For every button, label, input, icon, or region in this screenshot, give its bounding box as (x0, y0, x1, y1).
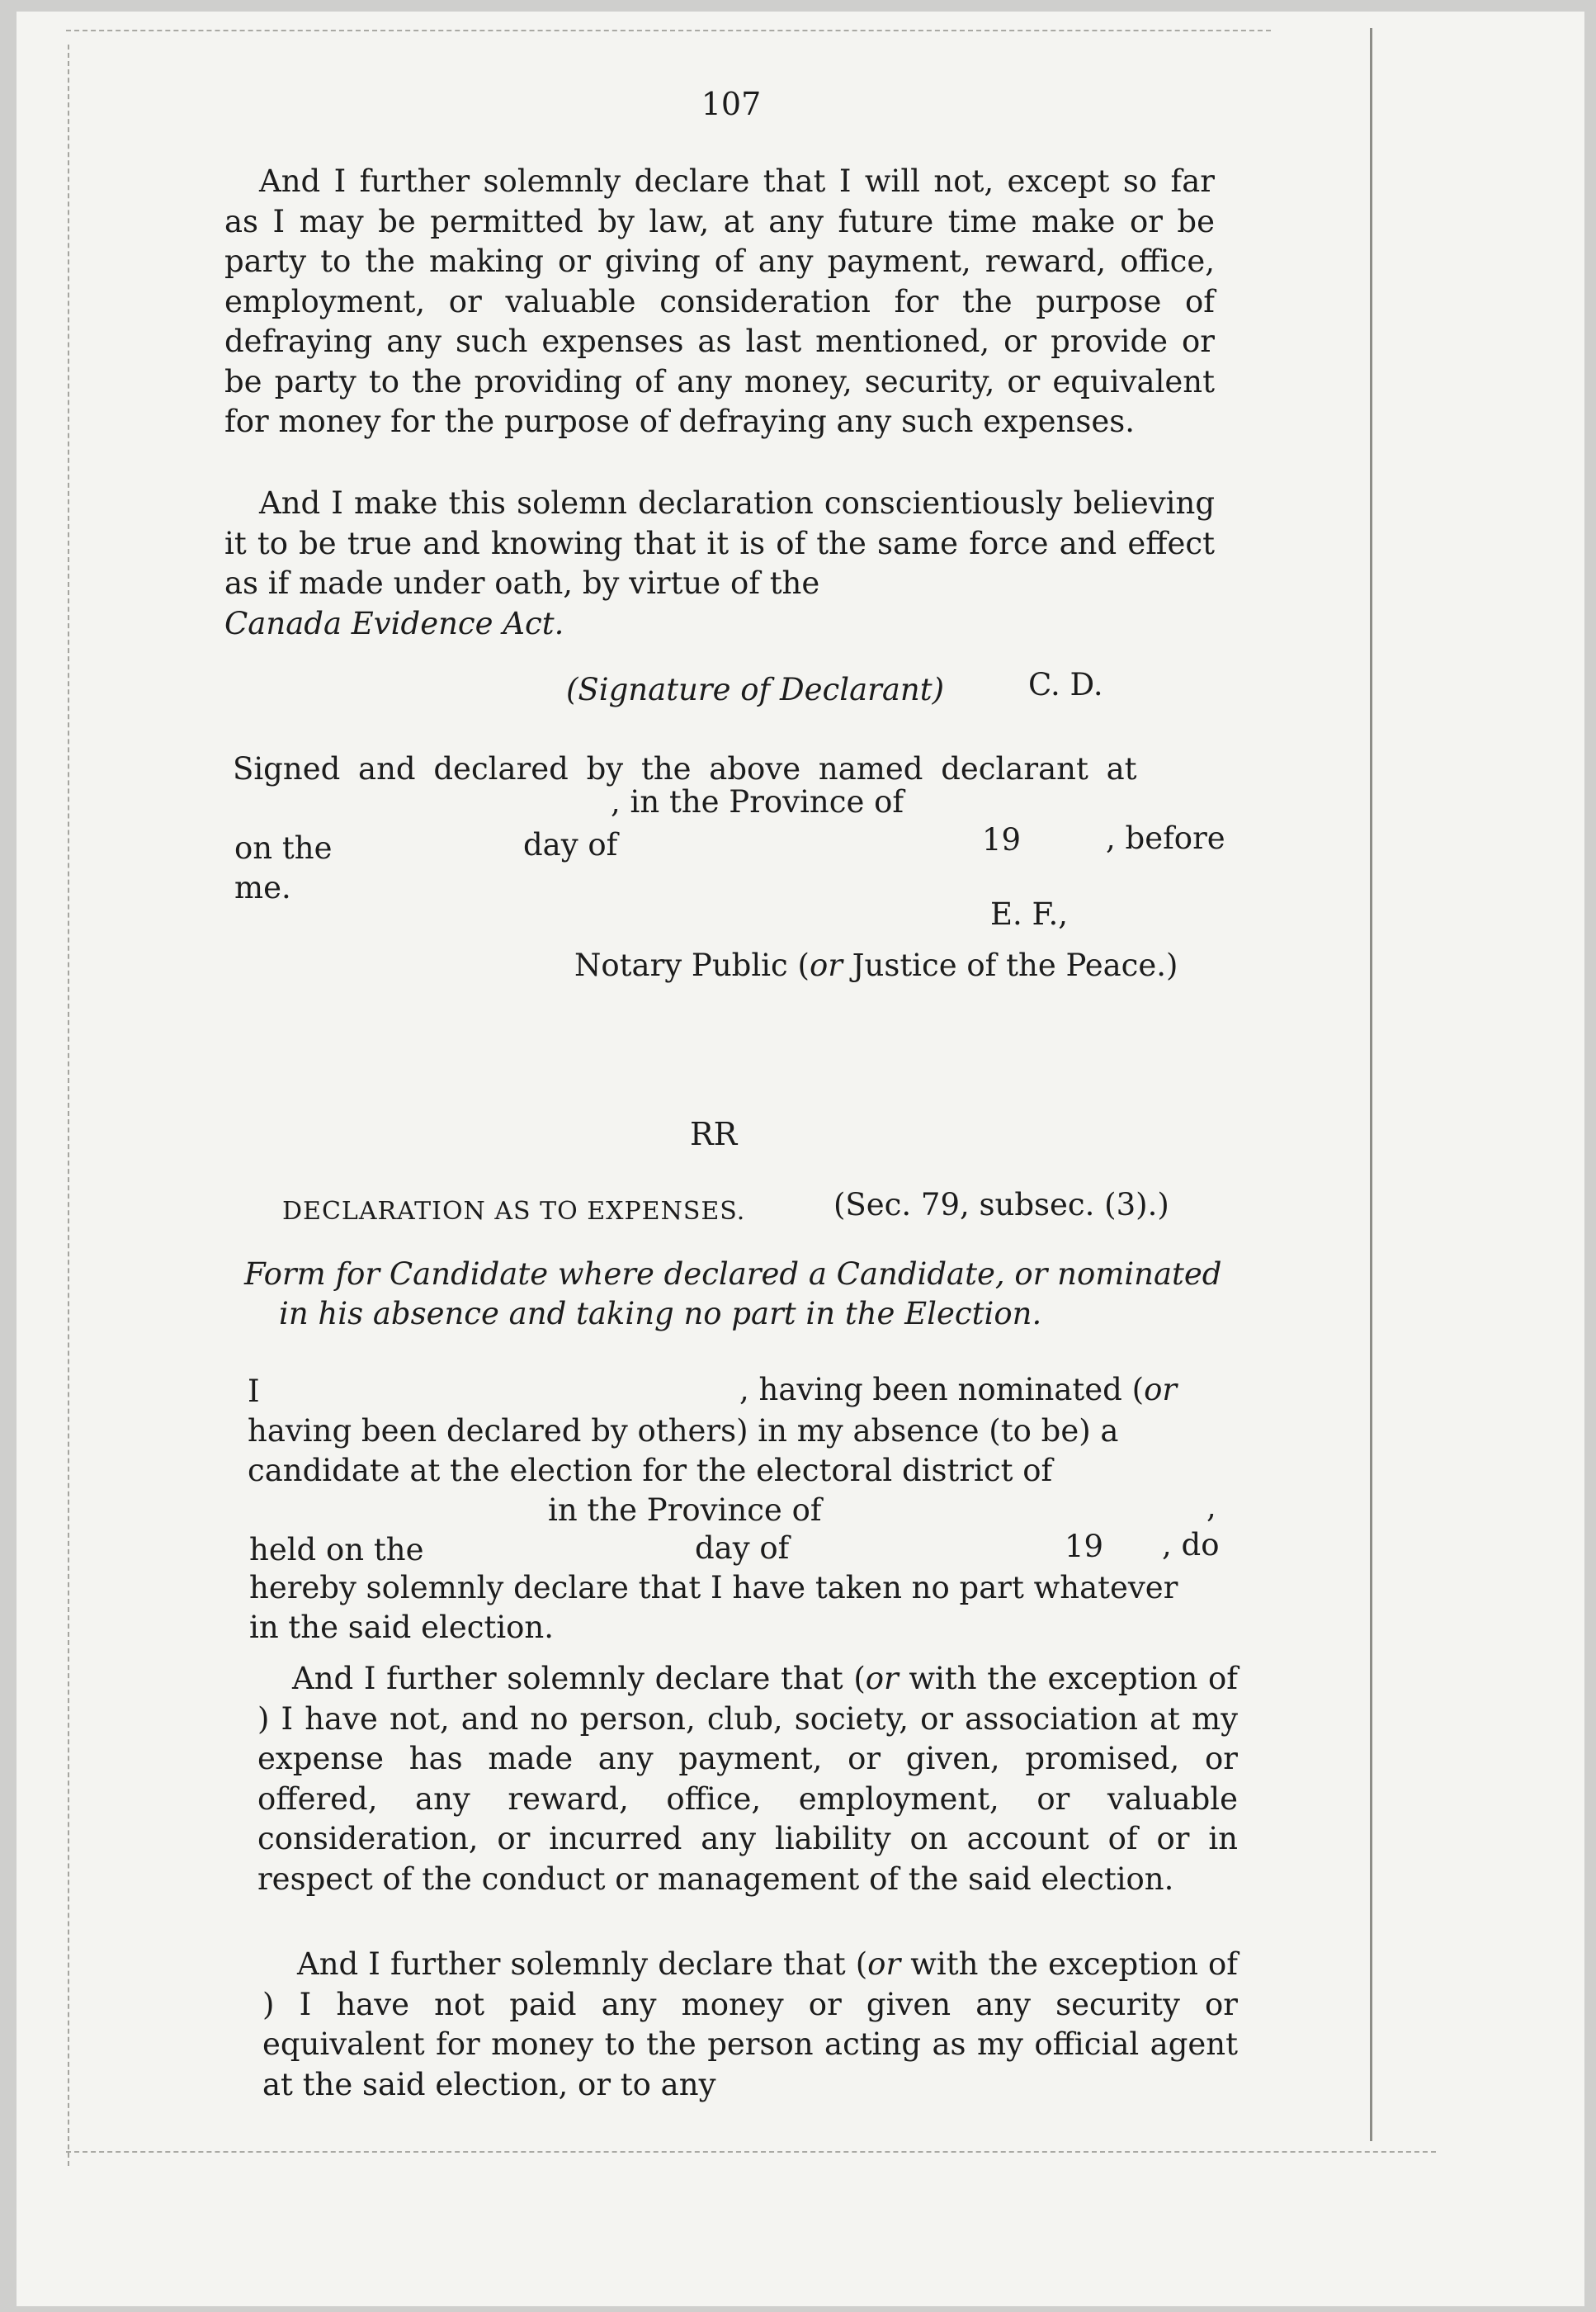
signed-before: , before (1106, 820, 1225, 856)
declaration-line-6: hereby solemnly declare that I have taken no part whatever (249, 1570, 1178, 1605)
page-edge-right (1370, 28, 1372, 2141)
paragraph-solemn-declaration (224, 484, 1215, 644)
declaration-line-7: in the said election. (249, 1610, 555, 1645)
declaration-province: in the Province of (548, 1492, 822, 1528)
declaration-line-2: having been declared by others) in my absence (to be) a (248, 1413, 1119, 1449)
signature-caption: (Signature of Declarant) (566, 672, 945, 707)
paragraph-text: And I further solemnly declare that I will not, except so far as I may be permitted by law, at any future time make or be party to the making or giving of any payment, reward, office, employment, or valuable consideration for the purpose of defraying any such expenses as last mentioned, or provide or be party to the providing of any money, security, or equivalent for money for the purpose of defraying any such expenses. (224, 163, 1215, 439)
declaration-year: 19 (1065, 1529, 1104, 1564)
declaration-nominated: , having been nominated (or (739, 1372, 1178, 1407)
paragraph-text: And I make this solemn declaration conscientiously believing it to be true and knowing that it is of the same force and effect as if made under oath, by virtue of the (224, 485, 1215, 601)
page-number: 107 (701, 86, 762, 122)
paragraph-future-payments (224, 162, 1215, 442)
page-edge-bottom (66, 2151, 1436, 2153)
signed-on-the: on the (234, 830, 333, 866)
declaration-do: , do (1162, 1527, 1220, 1563)
section-code: RR (690, 1116, 738, 1152)
signed-line-1: Signed and declared by the above named declarant at (233, 751, 1137, 787)
signed-year: 19 (982, 822, 1022, 858)
page-edge-left (68, 45, 69, 2166)
declaration-day-of: day of (695, 1530, 790, 1566)
signed-day-of: day of (523, 827, 618, 863)
section-reference: (Sec. 79, subsec. (3).) (833, 1187, 1169, 1222)
signature-initials: C. D. (1028, 667, 1103, 702)
signed-line-2: , in the Province of (611, 784, 904, 820)
act-name: Canada Evidence Act. (224, 605, 564, 641)
declaration-i: I (248, 1373, 260, 1409)
declaration-held-on: held on the (249, 1532, 424, 1567)
notary-caption: Notary Public (or Justice of the Peace.) (574, 948, 1178, 983)
declaration-line-3: candidate at the election for the electoral district of (248, 1453, 1053, 1488)
paragraph-no-payments: And I further solemnly declare that (or with the exception of ) I have not, and no person, club, society, or association at my expense has made any payment, or given, promised, or offered, any reward, office, employment, or valuable consideration, or incurred any liability on account of or in respect of the conduct or management of the said election. (257, 1661, 1490, 1897)
signed-me: me. (234, 870, 291, 905)
section-heading: DECLARATION AS TO EXPENSES. (282, 1197, 746, 1226)
notary-initials: E. F., (990, 896, 1068, 932)
declaration-comma: , (1206, 1489, 1216, 1525)
form-title: Form for Candidate where declared a Candidate, or nominated in his absence and taking no part in the Election. (244, 1256, 1222, 1331)
paragraph-official-agent: And I further solemnly declare that (or with the exception of ) I have not paid any money or given any security or equivalent for money to the person acting as my official agent at the said election, or to any (262, 1946, 1490, 2102)
page-edge-top (66, 30, 1271, 31)
